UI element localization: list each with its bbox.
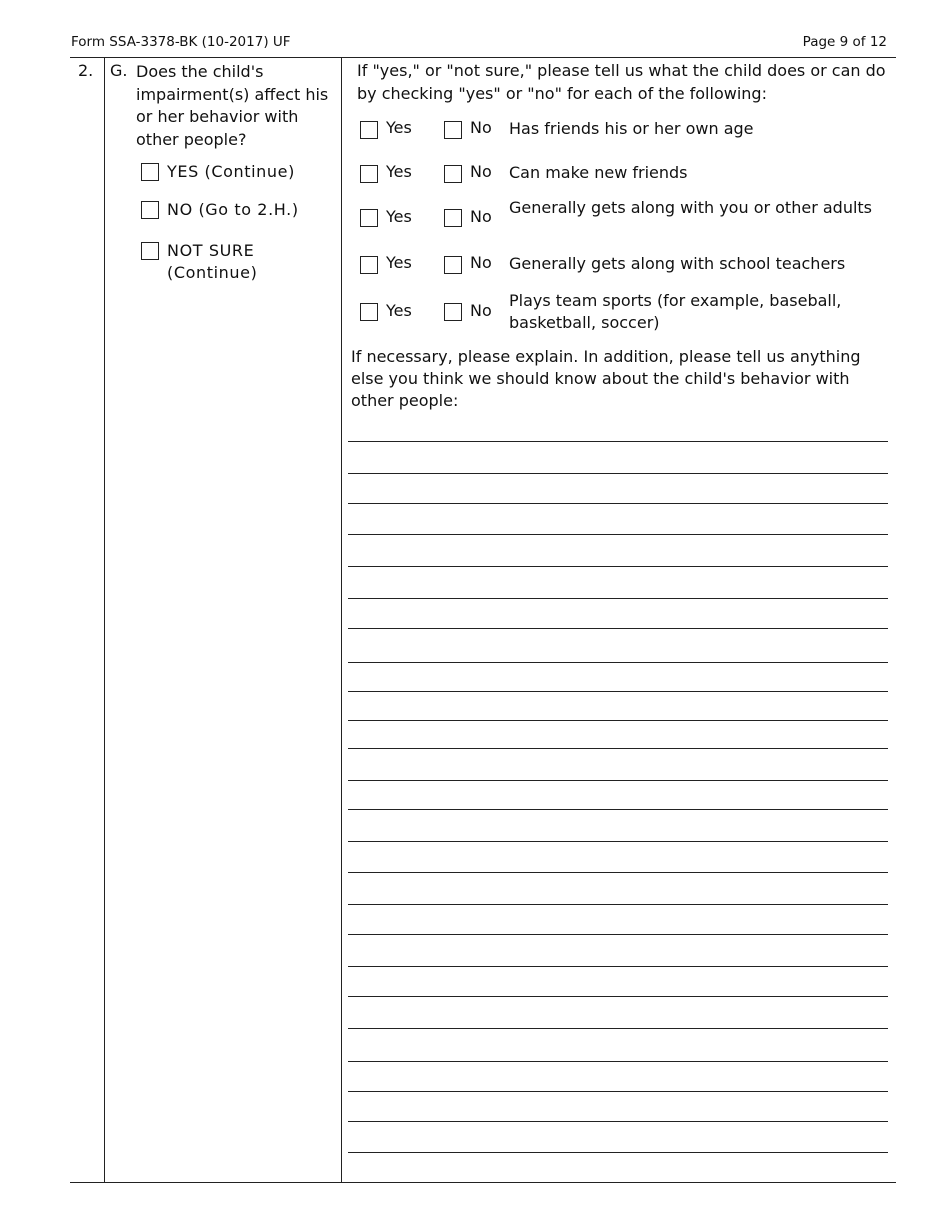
no-label: No [470,162,492,181]
no-checkbox[interactable] [444,303,462,321]
no-label: No [470,207,492,226]
table-top-border [70,57,896,58]
column-divider-1 [104,57,105,1182]
writing-line[interactable] [348,1091,888,1092]
checklist-item-text: Generally gets along with you or other adults [509,198,873,217]
yes-checkbox[interactable] [360,256,378,274]
writing-line[interactable] [348,1152,888,1153]
no-label: No [470,118,492,137]
no-checkbox[interactable] [444,165,462,183]
option-yes-label: YES (Continue) [167,162,295,181]
no-checkbox[interactable] [444,209,462,227]
checklist-item-text: Can make new friends [509,163,688,182]
no-label: No [470,253,492,272]
option-no-label: NO (Go to 2.H.) [167,200,299,219]
yes-label: Yes [386,118,412,137]
writing-line[interactable] [348,904,888,905]
explanation-prompt: If necessary, please explain. In addition, please tell us anything else you think we should know about the child's behavior with other people: [351,347,861,410]
question-letter: G. [110,61,128,80]
writing-line[interactable] [348,841,888,842]
checklist-item-text: Plays team sports (for example, baseball, basketball, soccer) [509,291,842,332]
checklist-item-text: Has friends his or her own age [509,119,754,138]
checklist-item-text: Generally gets along with school teachers [509,254,846,273]
checklist-intro: If "yes," or "not sure," please tell us what the child does or can do by checking "yes" or "no" for each of the following: [357,61,886,103]
yes-checkbox[interactable] [360,165,378,183]
yes-label: Yes [386,301,412,320]
yes-label: Yes [386,207,412,226]
option-no-checkbox[interactable] [141,201,159,219]
writing-line[interactable] [348,720,888,721]
page-header [71,34,887,52]
yes-checkbox[interactable] [360,303,378,321]
yes-checkbox[interactable] [360,209,378,227]
writing-line[interactable] [348,872,888,873]
table-bottom-border [70,1182,896,1183]
writing-line[interactable] [348,441,888,442]
option-not-sure-checkbox[interactable] [141,242,159,260]
form-id: Form SSA-3378-BK (10-2017) UF [71,34,291,50]
yes-checkbox[interactable] [360,121,378,139]
writing-line[interactable] [348,1028,888,1029]
no-checkbox[interactable] [444,121,462,139]
option-yes-checkbox[interactable] [141,163,159,181]
question-text: Does the child's impairment(s) affect his or her behavior with other people? [136,62,329,149]
writing-line[interactable] [348,748,888,749]
writing-line[interactable] [348,534,888,535]
writing-line[interactable] [348,780,888,781]
no-checkbox[interactable] [444,256,462,274]
writing-line[interactable] [348,628,888,629]
writing-line[interactable] [348,934,888,935]
writing-line[interactable] [348,996,888,997]
option-not-sure-line2: (Continue) [167,263,258,282]
writing-line[interactable] [348,503,888,504]
writing-line[interactable] [348,1121,888,1122]
writing-line[interactable] [348,598,888,599]
page-number: Page 9 of 12 [802,34,887,50]
column-divider-2 [341,57,342,1182]
question-number: 2. [78,61,94,80]
writing-line[interactable] [348,566,888,567]
writing-line[interactable] [348,966,888,967]
writing-line[interactable] [348,809,888,810]
option-not-sure-label [167,240,257,284]
writing-line[interactable] [348,691,888,692]
writing-line[interactable] [348,473,888,474]
yes-label: Yes [386,253,412,272]
writing-line[interactable] [348,662,888,663]
yes-label: Yes [386,162,412,181]
writing-line[interactable] [348,1061,888,1062]
no-label: No [470,301,492,320]
option-not-sure-line1: NOT SURE [167,241,255,260]
